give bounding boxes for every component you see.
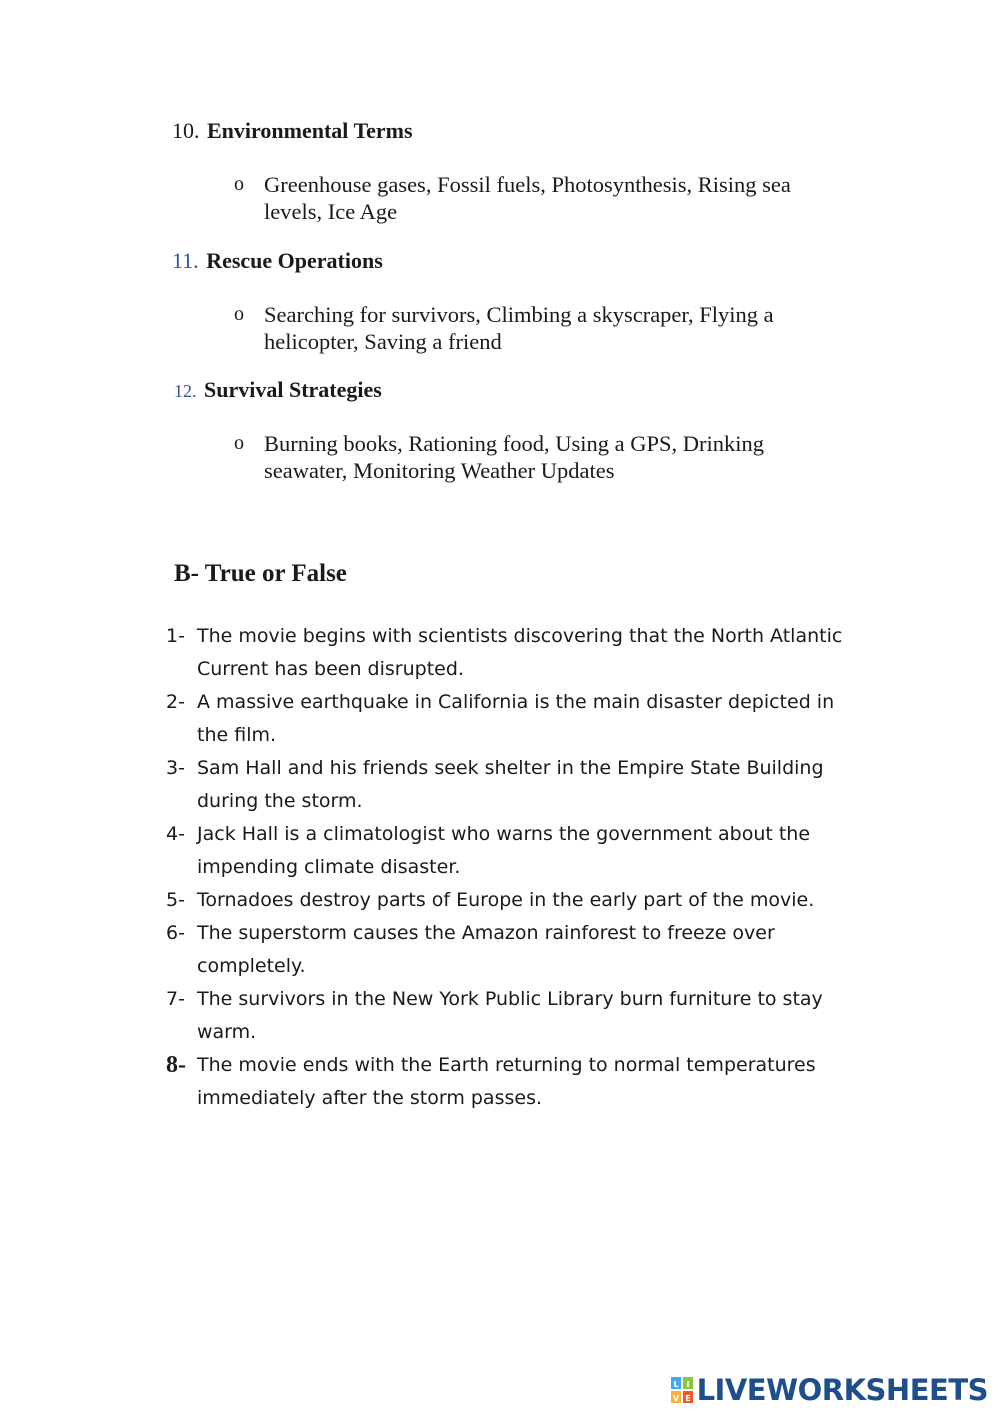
brand-text: LIVEWORKSHEETS — [696, 1373, 988, 1407]
list-item — [166, 917, 866, 983]
item-number: 1- — [166, 625, 185, 647]
liveworksheets-branding[interactable] — [671, 1372, 988, 1408]
item-number: 6- — [166, 922, 185, 944]
list-item — [166, 752, 866, 818]
section-number: 11. — [172, 248, 199, 273]
section-title: Survival Strategies — [204, 377, 382, 402]
item-text: The survivors in the New York Public Library burn furniture to stay warm. — [197, 988, 823, 1043]
section-title: Rescue Operations — [206, 248, 383, 273]
bullet-marker: o — [234, 303, 244, 325]
item-number: 3- — [166, 757, 185, 779]
section-10-bullet — [234, 171, 844, 225]
svg-text:I: I — [686, 1380, 690, 1389]
item-text: A massive earthquake in California is the main disaster depicted in the film. — [197, 691, 835, 746]
item-number: 2- — [166, 691, 185, 713]
svg-text:E: E — [684, 1394, 691, 1403]
bullet-marker: o — [234, 432, 244, 454]
svg-text:L: L — [673, 1380, 679, 1389]
bullet-text: Searching for survivors, Climbing a skyscraper, Flying a helicopter, Saving a friend — [264, 302, 774, 354]
item-number: 8- — [166, 1052, 186, 1078]
list-item — [166, 686, 866, 752]
section-12-heading — [174, 377, 874, 403]
bullet-text: Burning books, Rationing food, Using a GPS, Drinking seawater, Monitoring Weather Updates — [264, 431, 765, 483]
item-text: The movie begins with scientists discovering that the North Atlantic Current has been disrupted. — [197, 625, 843, 680]
item-number: 7- — [166, 988, 185, 1010]
bullet-marker: o — [234, 173, 244, 195]
section-number: 10. — [172, 118, 200, 143]
svg-text:V: V — [672, 1394, 679, 1403]
true-false-heading: B- True or False — [174, 560, 347, 587]
item-number: 5- — [166, 889, 185, 911]
list-item — [166, 983, 866, 1049]
section-11-bullet — [234, 301, 844, 355]
item-text: Tornadoes destroy parts of Europe in the early part of the movie. — [197, 889, 815, 911]
item-text: The superstorm causes the Amazon rainforest to freeze over completely. — [197, 922, 775, 977]
liveworksheets-logo-icon — [671, 1377, 693, 1403]
section-12-bullet — [234, 430, 844, 484]
item-text: The movie ends with the Earth returning to normal temperatures immediately after the storm passes. — [197, 1054, 816, 1109]
section-title: Environmental Terms — [207, 118, 413, 143]
item-text: Jack Hall is a climatologist who warns the government about the impending climate disaster. — [197, 823, 811, 878]
section-11-heading — [172, 248, 872, 274]
section-10-heading — [172, 118, 872, 144]
true-false-list — [166, 620, 866, 1115]
list-item — [166, 620, 866, 686]
bullet-text: Greenhouse gases, Fossil fuels, Photosynthesis, Rising sea levels, Ice Age — [264, 172, 791, 224]
list-item — [166, 884, 866, 917]
section-number: 12. — [174, 381, 197, 401]
item-text: Sam Hall and his friends seek shelter in the Empire State Building during the storm. — [197, 757, 824, 812]
item-number: 4- — [166, 823, 185, 845]
list-item — [166, 818, 866, 884]
list-item — [166, 1049, 866, 1115]
